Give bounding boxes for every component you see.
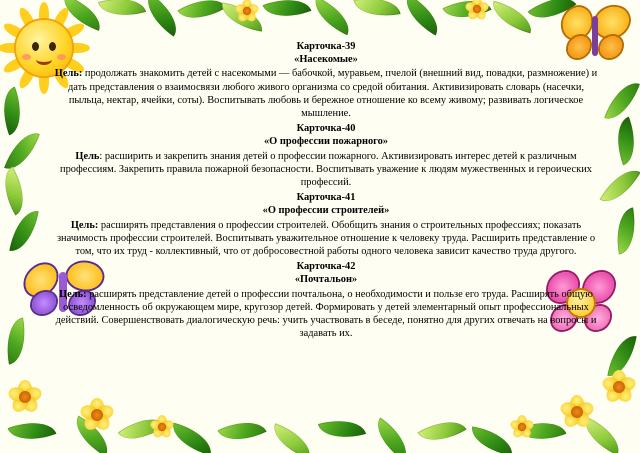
leaf-icon <box>9 207 38 254</box>
leaf-icon <box>263 0 312 26</box>
card-42 <box>52 260 600 340</box>
card-theme: «Насекомые» <box>294 54 358 66</box>
card-39 <box>52 40 600 120</box>
flower-icon <box>510 415 534 439</box>
leaf-icon <box>1 317 30 364</box>
leaf-icon <box>217 412 266 451</box>
card-theme: «О профессии пожарного» <box>263 136 389 148</box>
leaf-icon <box>177 0 226 30</box>
leaf-icon <box>468 426 515 453</box>
card-41 <box>52 191 600 258</box>
goal-text: : расширить и закрепить знания детей о профессии пожарного. Активизировать интерес детей к различным профессиям. Закрепить правила пожарной безопасности. Воспитывать уважение к людям мужественных и героических профессий. <box>60 150 592 189</box>
leaf-icon <box>8 413 57 449</box>
leaf-icon <box>488 1 536 34</box>
goal-label: Цель: <box>59 288 87 300</box>
flower-icon <box>80 398 114 432</box>
goal-text: расширять представления о профессии строителей. Обобщить знания о строительных профессиях; показать значимость профессии строителей. Воспитывать уважительное отношение к человеку труда. Расширить представление о том, что их труд - коллективный, что от добросовестной работы одного человека зависит качество труда другого. <box>56 219 596 258</box>
leaf-icon <box>608 117 640 166</box>
flower-icon <box>235 0 259 23</box>
goal-label: Цель <box>75 150 100 162</box>
goal-label: Цель: <box>54 68 83 80</box>
card-goal <box>52 67 600 120</box>
leaf-icon <box>353 0 400 22</box>
card-title: Карточка-42 <box>296 261 356 273</box>
leaf-icon <box>168 423 216 453</box>
leaf-icon <box>611 207 640 254</box>
flower-icon <box>602 370 636 404</box>
card-theme: «Почтальон» <box>294 274 358 286</box>
leaf-icon <box>0 166 35 215</box>
leaf-icon <box>138 0 187 37</box>
goal-label: Цель: <box>70 219 99 231</box>
card-list <box>52 40 600 342</box>
leaf-icon <box>599 161 640 210</box>
leaf-icon <box>604 77 640 126</box>
card-title: Карточка-40 <box>296 123 356 135</box>
leaf-icon <box>417 410 466 451</box>
card-goal <box>52 150 600 190</box>
leaf-icon <box>98 0 146 23</box>
card-theme: «О профессии строителей» <box>262 205 390 217</box>
goal-text: продолжать знакомить детей с насекомыми — бабочкой, муравьем, пчелой (внешний вид, повадки, размножение) и дать представления о взаимосвязи любого живого организма со средой обитания. Активизировать словарь (насечки, пыльца, нектар, ячейки, соты). Воспитывать любовь и бережное отношение ко всему живому; развивать логическое мышление. <box>67 68 598 120</box>
card-goal <box>52 219 600 259</box>
goal-text: расширять представление детей о профессии почтальона, о необходимости и пользе его труда. Расширять общую осведомленность об окружающем мире, кругозор детей. Формировать у детей элементарный опыт профессиональных действий. Совершенствовать диалогическую речь: учить участвовать в беседе, понятно для других отвечать на вопросы и задавать их. <box>55 288 597 340</box>
leaf-icon <box>268 423 317 453</box>
flower-icon <box>560 395 594 429</box>
flower-icon <box>150 415 174 439</box>
flower-icon <box>465 0 489 21</box>
leaf-icon <box>0 87 30 136</box>
leaf-icon <box>368 417 417 453</box>
leaf-icon <box>397 0 446 36</box>
card-goal <box>52 288 600 341</box>
card-40 <box>52 122 600 189</box>
card-title: Карточка-41 <box>296 192 356 204</box>
leaf-icon <box>307 0 356 35</box>
flower-icon <box>8 380 42 414</box>
card-title: Карточка-39 <box>296 41 356 52</box>
leaf-icon <box>318 413 366 446</box>
